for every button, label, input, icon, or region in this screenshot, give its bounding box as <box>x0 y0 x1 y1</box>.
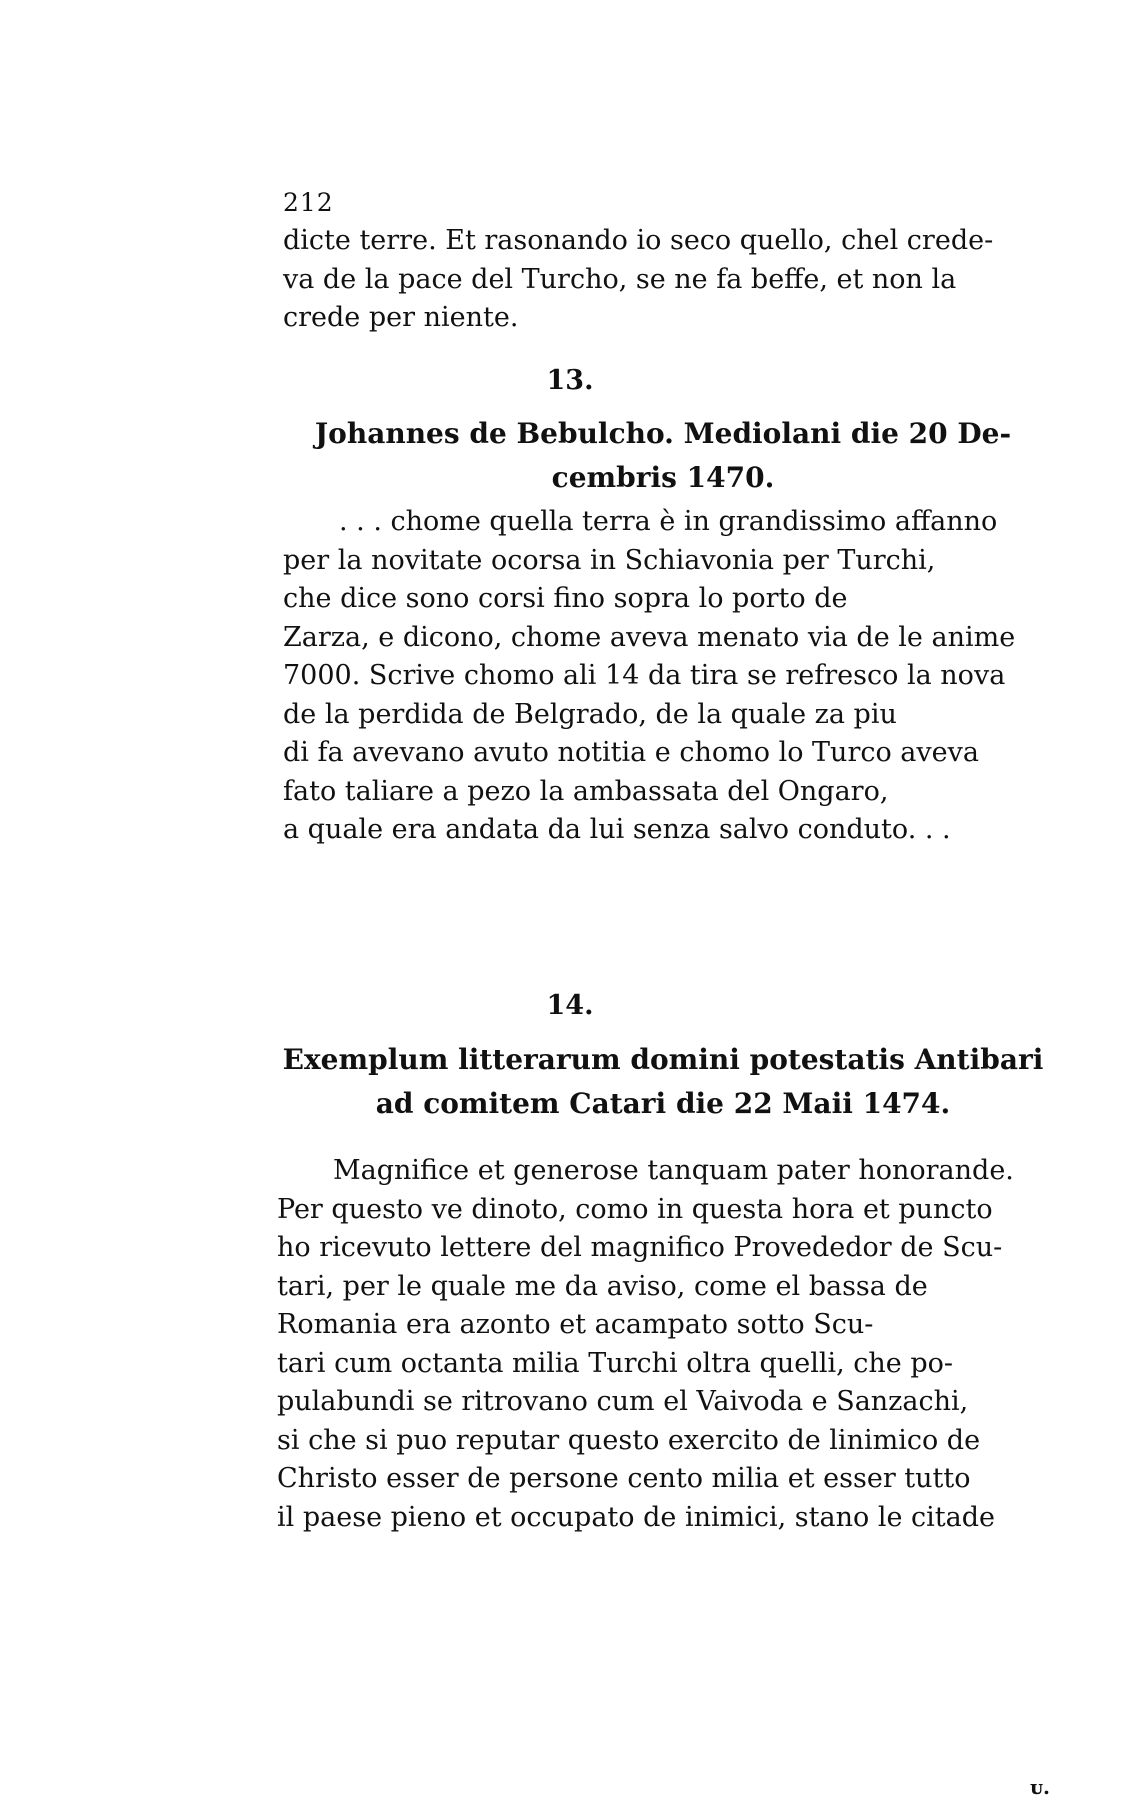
section-title-13 <box>280 412 1046 500</box>
section-body-13 <box>283 503 1043 850</box>
text-line: fato taliare a pezo la ambassata del Ongaro, <box>283 775 889 807</box>
text-line: si che si puo reputar questo exercito de linimico de <box>277 1424 981 1456</box>
text-line: a quale era andata da lui senza salvo conduto. . . <box>283 814 951 845</box>
text-line: crede per niente. <box>283 302 519 333</box>
title-line: Johannes de Bebulcho. Mediolani die 20 De- <box>314 417 1012 450</box>
text-line: per la novitate ocorsa in Schiavonia per Turchi, <box>283 544 936 576</box>
signature-mark: ᴜ. <box>1030 1775 1050 1799</box>
text-line: tari, per le quale me da aviso, come el bassa de <box>277 1270 928 1302</box>
text-line: di fa avevano avuto notitia e chomo lo Turco aveva <box>283 737 979 768</box>
intro-paragraph <box>283 222 1043 338</box>
text-line: pulabundi se ritrovano cum el Vaivoda e Sanzachi, <box>277 1386 969 1417</box>
text-line: . . . chome quella terra è in grandissimo affanno <box>339 506 998 537</box>
text-line: Zarza, e dicono, chome aveva menato via de le anime <box>283 621 1016 653</box>
title-line: Exemplum litterarum domini potestatis Antibari <box>282 1043 1044 1076</box>
section-number-14: 14. <box>546 990 594 1021</box>
section-body-14 <box>277 1152 1043 1537</box>
title-line: ad comitem Catari die 22 Maii 1474. <box>375 1087 951 1120</box>
section-title-14 <box>280 1038 1046 1126</box>
text-line: de la perdida de Belgrado, de la quale za piu <box>283 698 897 730</box>
text-line: tari cum octanta milia Turchi oltra quelli, che po- <box>277 1347 954 1379</box>
text-line: Romania era azonto et acampato sotto Scu- <box>277 1309 874 1340</box>
text-line: 7000. Scrive chomo ali 14 da tira se refresco la nova <box>283 660 1006 691</box>
text-line: ho ricevuto lettere del magnifico Provededor de Scu- <box>277 1232 1003 1263</box>
text-line: Per questo ve dinoto, como in questa hora et puncto <box>277 1193 993 1225</box>
text-line: Christo esser de persone cento milia et esser tutto <box>277 1463 971 1494</box>
page-number: 212 <box>283 188 334 217</box>
text-line: che dice sono corsi fino sopra lo porto de <box>283 583 848 614</box>
text-line: va de la pace del Turcho, se ne fa beffe, et non la <box>283 263 957 295</box>
section-number-13: 13. <box>546 365 594 396</box>
text-line: Magnifice et generose tanquam pater honorande. <box>333 1155 1014 1186</box>
text-line: il paese pieno et occupato de inimici, stano le citade <box>277 1501 995 1533</box>
text-line: dicte terre. Et rasonando io seco quello, chel crede- <box>283 225 994 256</box>
title-line: cembris 1470. <box>551 461 775 494</box>
